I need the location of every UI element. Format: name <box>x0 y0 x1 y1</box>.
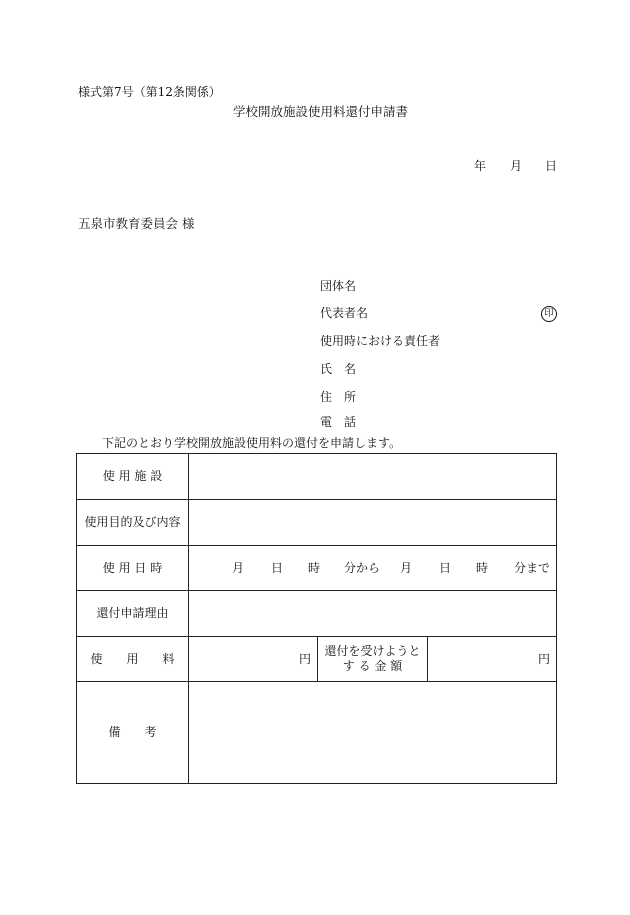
remarks-field[interactable] <box>189 682 557 784</box>
application-table <box>76 453 557 784</box>
table-row <box>77 682 557 784</box>
fee-yen-unit: 円 <box>298 651 311 666</box>
start-month-label: 月 <box>232 560 245 575</box>
addressee-honorific: 様 <box>182 216 195 231</box>
table-row <box>77 637 557 682</box>
purpose-field[interactable] <box>189 500 557 546</box>
name-label: 氏 名 <box>320 362 357 376</box>
table-row <box>77 454 557 500</box>
table-row <box>77 546 557 591</box>
refund-yen-unit: 円 <box>538 651 551 666</box>
form-number: 様式第7号（第12条関係） <box>78 85 221 99</box>
reason-label: 還付申請理由 <box>77 591 189 637</box>
start-minute-label: 分から <box>344 560 381 575</box>
address-label: 住 所 <box>320 390 357 404</box>
facility-label: 使 用 施 設 <box>77 454 189 500</box>
refund-label-line1: 還付を受けようと <box>324 644 421 658</box>
date-day-label: 日 <box>545 159 558 173</box>
representative-label: 代表者名 <box>320 306 369 320</box>
datetime-label: 使 用 日 時 <box>77 546 189 591</box>
end-hour-label: 時 <box>476 560 489 575</box>
table-row <box>77 500 557 546</box>
refund-amount-label <box>318 637 428 682</box>
end-month-label: 月 <box>400 560 413 575</box>
end-day-label: 日 <box>439 560 452 575</box>
table-row <box>77 591 557 637</box>
refund-amount-field[interactable] <box>428 637 557 682</box>
group-name-label: 団体名 <box>320 279 357 293</box>
addressee-name: 五泉市教育委員会 <box>78 216 179 231</box>
purpose-label: 使用目的及び内容 <box>77 500 189 546</box>
page-title: 学校開放施設使用料還付申請書 <box>233 104 409 119</box>
remarks-label: 備 考 <box>77 682 189 784</box>
fee-field[interactable] <box>189 637 318 682</box>
facility-field[interactable] <box>189 454 557 500</box>
end-minute-label: 分まで <box>514 560 551 575</box>
fee-label: 使 用 料 <box>77 637 189 682</box>
start-hour-label: 時 <box>308 560 321 575</box>
refund-label-line2: す る 金 額 <box>342 659 403 673</box>
responsible-person-label: 使用時における責任者 <box>320 334 441 348</box>
date-year-label: 年 <box>474 159 487 173</box>
seal-mark: 印 <box>541 306 557 322</box>
datetime-field[interactable] <box>189 546 557 591</box>
intro-text: 下記のとおり学校開放施設使用料の還付を申請します。 <box>102 436 402 450</box>
date-month-label: 月 <box>510 159 523 173</box>
phone-label: 電 話 <box>320 415 357 429</box>
reason-field[interactable] <box>189 591 557 637</box>
start-day-label: 日 <box>271 560 284 575</box>
